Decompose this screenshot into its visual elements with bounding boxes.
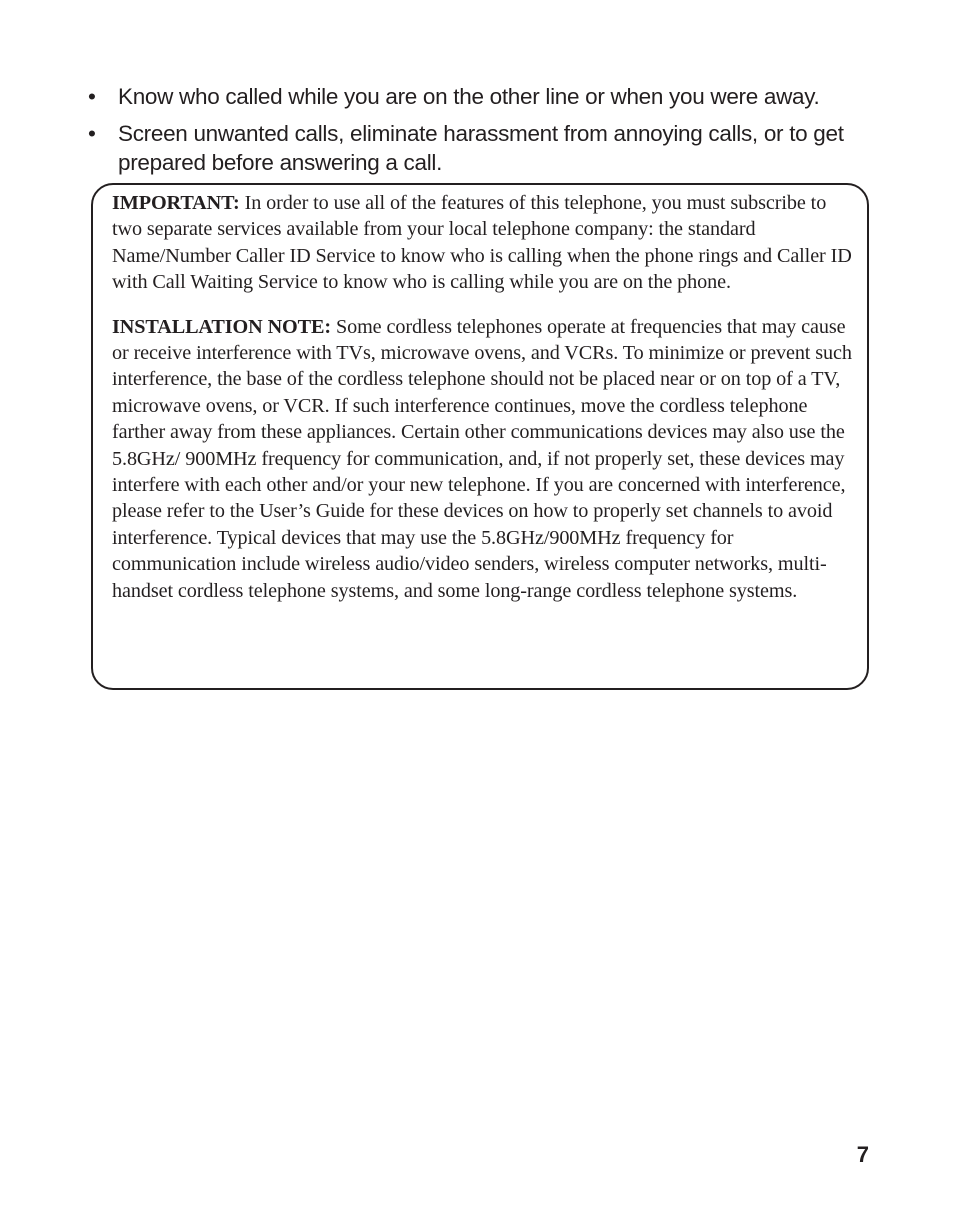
installation-note-text: Some cordless telephones operate at frequencies that may cause or receive interference with TVs, microwave ovens, and VCRs. To minimize or prevent such interference, the base of the cordless telephone should not be placed near or on top of a TV, microwave ovens, or VCR. If such interference continues, move the cordless telephone farther away from these appliances. Certain other communications devices may also use the 5.8GHz/ 900MHz frequency for communication, and, if not properly set, these devices may interfere with each other and/or your new telephone. If you are concerned with interference, please refer to the User’s Guide for these devices on how to properly set channels to avoid interference. Typical devices that may use the 5.8GHz/900MHz frequency for communication include wireless audio/video senders, wireless computer networks, multi-handset cordless telephone systems, and some long-range cordless telephone systems. [112,315,852,602]
bullet-text: Know who called while you are on the other line or when you were away. [118,84,820,109]
installation-note-heading: INSTALLATION NOTE: [112,315,331,338]
feature-bullet-list [88,82,878,185]
notice-box [91,183,869,690]
page-number: 7 [856,1142,869,1167]
bullet-icon: • [88,121,96,146]
bullet-item-screen-calls [88,119,878,177]
bullet-item-who-called [88,82,878,111]
important-heading: IMPORTANT: [112,192,240,214]
bullet-icon: • [88,84,96,109]
installation-note-paragraph [112,314,855,604]
bullet-text: Screen unwanted calls, eliminate harassment from annoying calls, or to get prepared before answering a call. [118,121,844,175]
important-text: In order to use all of the features of this telephone, you must subscribe to two separate services available from your local telephone company: the standard Name/Number Caller ID Service to know who is calling when the phone rings and Caller ID with Call Waiting Service to know who is calling while you are on the phone. [112,192,852,294]
important-paragraph [112,190,855,296]
